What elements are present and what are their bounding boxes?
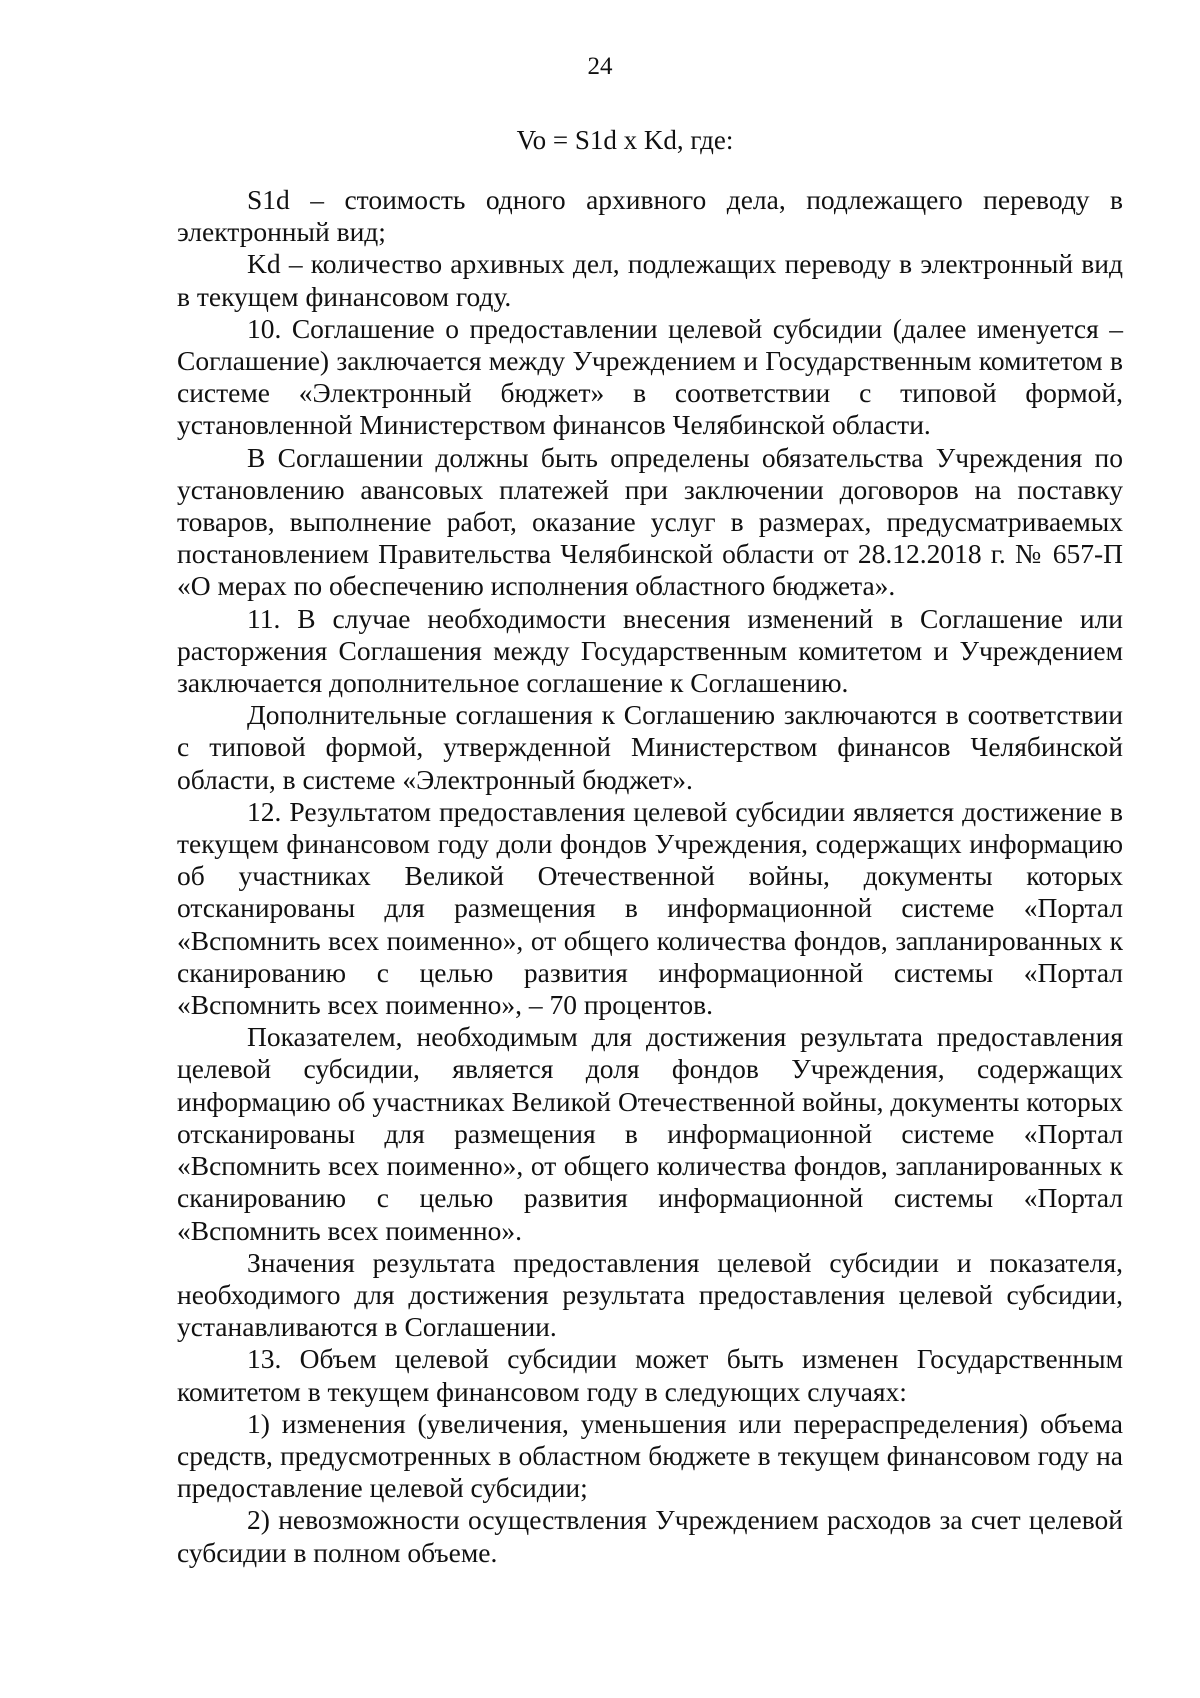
paragraph: S1d – стоимость одного архивного дела, подлежащего переводу в электронный вид; bbox=[177, 184, 1123, 248]
paragraph: 2) невозможности осуществления Учреждением расходов за счет целевой субсидии в полном объеме. bbox=[177, 1504, 1123, 1568]
paragraph: 12. Результатом предоставления целевой субсидии является достижение в текущем финансовом году доли фондов Учреждения, содержащих информацию об участниках Великой Отечественной войны, документы которых отсканированы для размещения в информационной системе «Портал «Вспомнить всех поименно», от общего количества фондов, запланированных к сканированию с целью развития информационной системы «Портал «Вспомнить всех поименно», – 70 процентов. bbox=[177, 795, 1123, 1021]
document-body bbox=[177, 184, 1123, 1569]
paragraph: Показателем, необходимым для достижения результата предоставления целевой субсидии, является доля фондов Учреждения, содержащих информацию об участниках Великой Отечественной войны, документы которых отсканированы для размещения в информационной системе «Портал «Вспомнить всех поименно», от общего количества фондов, запланированных к сканированию с целью развития информационной системы «Портал «Вспомнить всех поименно». bbox=[177, 1021, 1123, 1246]
paragraph: Kd – количество архивных дел, подлежащих переводу в электронный вид в текущем финансовом году. bbox=[177, 248, 1123, 312]
paragraph: 10. Соглашение о предоставлении целевой субсидии (далее именуется – Соглашение) заключается между Учреждением и Государственным комитетом в системе «Электронный бюджет» в соответствии с типовой формой, установленной Министерством финансов Челябинской области. bbox=[177, 312, 1123, 441]
paragraph: 13. Объем целевой субсидии может быть изменен Государственным комитетом в текущем финансовом году в следующих случаях: bbox=[177, 1343, 1123, 1407]
formula: Vo = S1d x Kd, где: bbox=[516, 125, 734, 155]
page-number: 24 bbox=[587, 53, 613, 80]
paragraph: 1) изменения (увеличения, уменьшения или перераспределения) объема средств, предусмотренных в областном бюджете в текущем финансовом году на предоставление целевой субсидии; bbox=[177, 1407, 1123, 1504]
paragraph: Значения результата предоставления целевой субсидии и показателя, необходимого для достижения результата предоставления целевой субсидии, устанавливаются в Соглашении. bbox=[177, 1246, 1123, 1343]
paragraph: 11. В случае необходимости внесения изменений в Соглашение или расторжения Соглашения между Государственным комитетом и Учреждением заключается дополнительное соглашение к Соглашению. bbox=[177, 602, 1123, 699]
paragraph: Дополнительные соглашения к Соглашению заключаются в соответствии с типовой формой, утвержденной Министерством финансов Челябинской области, в системе «Электронный бюджет». bbox=[177, 699, 1123, 795]
paragraph: В Соглашении должны быть определены обязательства Учреждения по установлению авансовых платежей при заключении договоров на поставку товаров, выполнение работ, оказание услуг в размерах, предусматриваемых постановлением Правительства Челябинской области от 28.12.2018 г. № 657-П «О мерах по обеспечению исполнения областного бюджета». bbox=[177, 441, 1123, 602]
